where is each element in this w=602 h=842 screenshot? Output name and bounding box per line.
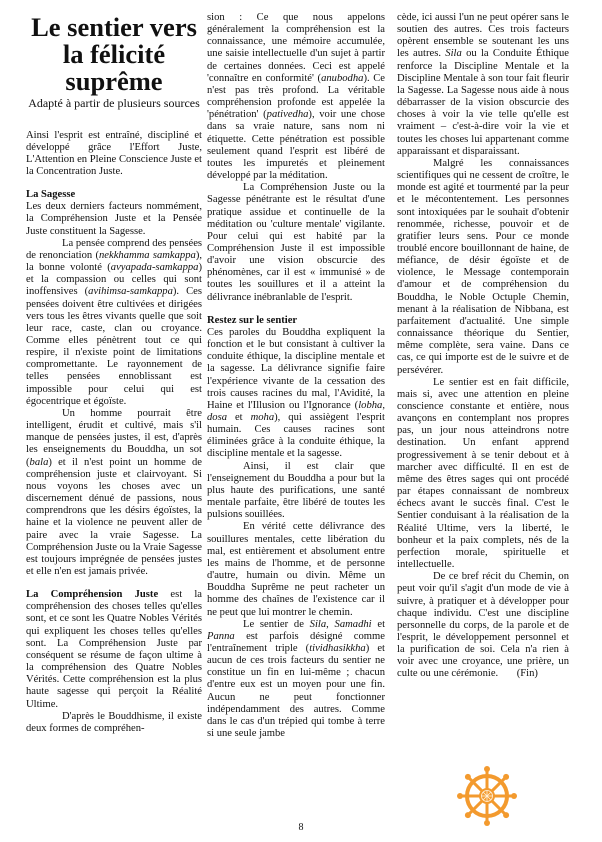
column-3 — [397, 12, 569, 681]
fin-marker: (Fin) — [516, 668, 538, 680]
intro-paragraph: Ainsi l'esprit est entraîné, discipliné et développé grâce l'Effort Juste, L'Attention en Pleine Conscience Juste et la Concentration Juste. — [26, 129, 202, 177]
paragraph: La Compréhension Juste ou la Sagesse pénétrante est le résultat d'une pratique assidue et continuelle de la méditation ou 'culture mentale' vigilante. Pour celui qui est habité par la Compréhension Juste il est impossible d'avoir une vision obscurcie des phénomènes, car il est « immunisé » de toutes les souillures et il a atteint la délivrance inébranlable de l'esprit. — [207, 182, 385, 303]
page-number: 8 — [298, 822, 304, 833]
paragraph: Le sentier est en fait difficile, mais si, avec une attention en pleine conscience constante et entière, nous avançons en contemplant nos propres pas, un jour nous atteindrons notre destination. Un enfant apprend progressivement à se tenir debout et à marcher avec difficulté. Il en est de même des êtres sages qui ont procédé par étapes connaissant de nombreux échecs avant le succès final. C'est le Sentier conduisant à la réalisation de la Réalité Ultime, vers la liberté, le bonheur et la paix complets, nés de la perfection morale, spirituelle et intellectuelle. — [397, 376, 569, 571]
dharma-wheel-icon — [457, 766, 517, 826]
paragraph: cède, ici aussi l'un ne peut opérer sans le soutien des autres. Ces trois facteurs opèrent ensemble se soutenant les uns les autres. Sila ou la Conduite Éthique renforce la Discipline Mentale et la Discipline Mentale à son tour fait fleurir la Sagesse. La Sagesse nous aide à nous débarrasser de la vision obscurcie des choses à voir la vie telle qu'elle est vraiment – c'est-à-dire voir la vie et toutes les choses lui appartenant comme apparaissant et disparaissant. — [397, 12, 569, 157]
paragraph: Le sentier de Sila, Samadhi et Panna est parfois désigné comme l'entraînement triple (tividhasikkha) et aucun de ces trois facteurs du sentier ne constitue un fin en lui-même ; chacun d'entre eux est un moyen pour une fin. Aucun ne peut fonctionner indépendamment des autres. Comme dans le cas d'un trépied qui tombe à terre si une seule jambe — [207, 618, 386, 740]
paragraph: D'après le Bouddhisme, il existe deux formes de compréhen- — [26, 710, 202, 734]
paragraph: Ainsi, il est clair que l'enseignement du Bouddha a pour but la plus haute des purifications, une santé mentale parfaite, être libéré de toutes les pulsions souillées. — [207, 460, 385, 521]
column-2 — [207, 12, 385, 740]
section-heading-sagesse: La Sagesse — [26, 189, 76, 201]
paragraph: La pensée comprend des pensées de renonciation (nekkhamma samkappa), la bonne volonté (avyapada-samkappa) et la compassion ou celles qui sont inoffensives (avihimsa-samkappa). Ces pensées doivent être cultivées et dirigées vers tous les êtres vivants quelle que soit leur race, caste, clan ou croyance. Comme elles pénètrent tout ce qui respire, il n'existe point de limitations compromettante. Le rayonnement de telles pensées ennoblissant est impossible pour celui qui est égocentrique et égoïste. — [26, 237, 203, 407]
paragraph: Malgré les connaissances scientifiques qui ne cessent de croître, le monde est agité et tourmenté par la peur et le mécontentement. Les personnes sont intoxiquées par le souhait d'obtenir renommée, richesse, pouvoir et de gratifier leurs sens. Pour ce monde troublé encore bouillonnant de haine, de méfiance, de désir égoïste et de violence, le Message contemporain d'amour et de compréhension du Bouddha, le Noble Octuple Chemin, menant à la réalisation de Nibbana, est parfaitement d'actualité. Une simple connaissance théorique du Sentier, même complète, sera vaine. Dans ce cas, ce qui importe est de le suivre et de persévérer. — [397, 157, 569, 376]
paragraph: sion : Ce que nous appelons généralement la compréhension est la connaissance, une mémoire accumulée, une saisie intellectuelle d'un sujet à partir de certaines données. Ceci est appelé 'connaître en conformité' (anubodha). Ce n'est pas très profond. La véritable compréhension profonde est appelée la 'pénétration' (pativedha), voir une chose dans sa vraie nature, sans nom ni étiquette. Cette pénétration est possible seulement quand l'esprit est libéré de toutes les impuretés et pleinement développé par la méditation. — [207, 12, 385, 182]
subtitle: Adapté à partir de plusieurs sources — [28, 96, 200, 110]
paragraph: Un homme pourrait être intelligent, érudit et cultivé, mais s'il manque de pensées justes, il est, d'après les enseignements du Bouddha, un sot (bala) et il n'est point un homme de compréhension juste et clairvoyant. Si nous voyons les choses avec un discernement dénué de passions, nous comprendrons que les désirs égoïstes, la haine et la violence ne peuvent aller de paire avec la vraie Sagesse. La Compréhension Juste ou la Vraie Sagesse est toujours imprégnée de pensées justes et elle n'en est jamais privée. — [26, 407, 202, 577]
paragraph: En vérité cette délivrance des souillures mentales, cette libération du mal, est entièrement et absolument entre les mains de l'homme, et de personne d'autre, humain ou divin. Même un Bouddha Suprême ne peut racheter un homme des chaînes de l'existence car il ne peut que lui montrer le chemin. — [207, 521, 385, 618]
paragraph: La Compréhension Juste est la compréhension des choses telles qu'elles sont, et ce sont les Quatre Nobles Vérités qui expliquent les choses telles qu'elles sont. La Compréhension Juste par conséquent se résume de façon ultime à la compréhension des Quatre Nobles Vérités. Cette compréhension est la plus haute sagesse qui perçoit la Réalité Ultime. — [26, 589, 202, 710]
paragraph: Ces paroles du Bouddha expliquent la fonction et le but consistant à cultiver la conduite éthique, la discipline mentale et la sagesse. La délivrance signifie faire l'expérience vivante de la cessation des trois causes racines du mal, l'Avidité, la Haine et l'Illusion ou l'Ignorance (lobha, dosa et moha), qui assiègent l'esprit humain. Ces causes racines sont éliminées grâce à la conduite éthique, la discipline mentale et la sagesse. — [207, 326, 385, 460]
paragraph: De ce bref récit du Chemin, on peut voir qu'il s'agit d'un mode de vie à suivre, à pratiquer et à développer pour chaque individu. C'est une discipline personnelle du corps, de la parole et de l'esprit, le développement personnel et la purification de soi. Cela n'a rien à voir avec une croyance, une prière, un culte ou une cérémonie. (Fin) — [397, 571, 569, 680]
page-title: Le sentier vers la félicité suprême — [31, 12, 197, 96]
section-heading-restez: Restez sur le sentier — [207, 314, 298, 326]
section-heading-comprehension: La Compréhension Juste — [26, 589, 159, 601]
column-1 — [26, 0, 202, 735]
paragraph: Les deux derniers facteurs nommément, la Compréhension Juste et la Pensée Juste constituent la Sagesse. — [26, 201, 202, 237]
